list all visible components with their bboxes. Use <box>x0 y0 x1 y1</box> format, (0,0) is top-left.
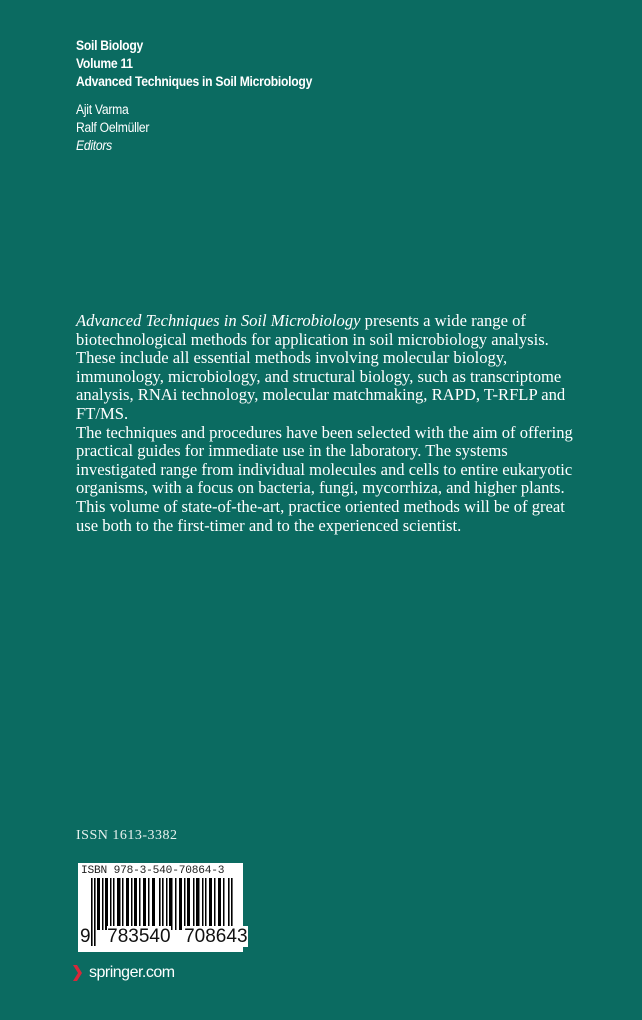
editor-name: Ajit Varma <box>76 102 129 117</box>
publisher-logo <box>73 964 175 982</box>
description-title: Advanced Techniques in Soil Microbiology <box>76 311 361 330</box>
book-title: Advanced Techniques in Soil Microbiology <box>76 74 313 89</box>
barcode-digits <box>80 926 248 948</box>
series-name: Soil Biology <box>76 38 143 53</box>
description-paragraph-2: The techniques and procedures have been selected with the aim of offering practical guides for immediate use in the laboratory. The systems investigated range from individual molecules and cells to entire eukaryotic organisms, with a focus on bacteria, fungi, mycorrhiza, and higher plants. This volume of state-of-the-art, practice oriented methods will be of great use both to the first-timer and to the experienced scientist. <box>76 422 573 535</box>
description-paragraph-1 <box>76 312 580 424</box>
issn: ISSN 1613-3382 <box>76 828 178 843</box>
series-volume: Volume 11 <box>76 56 133 71</box>
book-description <box>76 312 580 535</box>
isbn-label: ISBN 978-3-540-70864-3 <box>81 865 225 877</box>
chevron-right-icon <box>73 965 82 981</box>
barcode-digit-first: 9 <box>80 926 91 947</box>
series-header <box>76 37 312 91</box>
editors-role: Editors <box>76 138 112 153</box>
description-text: presents a wide range of biotechnological methods for application in soil microbiology analysis. These include all essential methods involving molecular biology, immunology, microbiology, and structural biology, such as transcriptome analysis, RNAi technology, molecular matchmaking, RAPD, T-RFLP and FT/MS. <box>76 311 566 423</box>
editors-block <box>76 101 149 155</box>
barcode-digits-group-1: 783540 <box>107 926 171 947</box>
publisher-url: springer.com <box>89 964 175 981</box>
editor-name: Ralf Oelmüller <box>76 120 150 135</box>
isbn-barcode <box>78 863 248 952</box>
barcode-digits-group-2: 708643 <box>184 926 248 947</box>
